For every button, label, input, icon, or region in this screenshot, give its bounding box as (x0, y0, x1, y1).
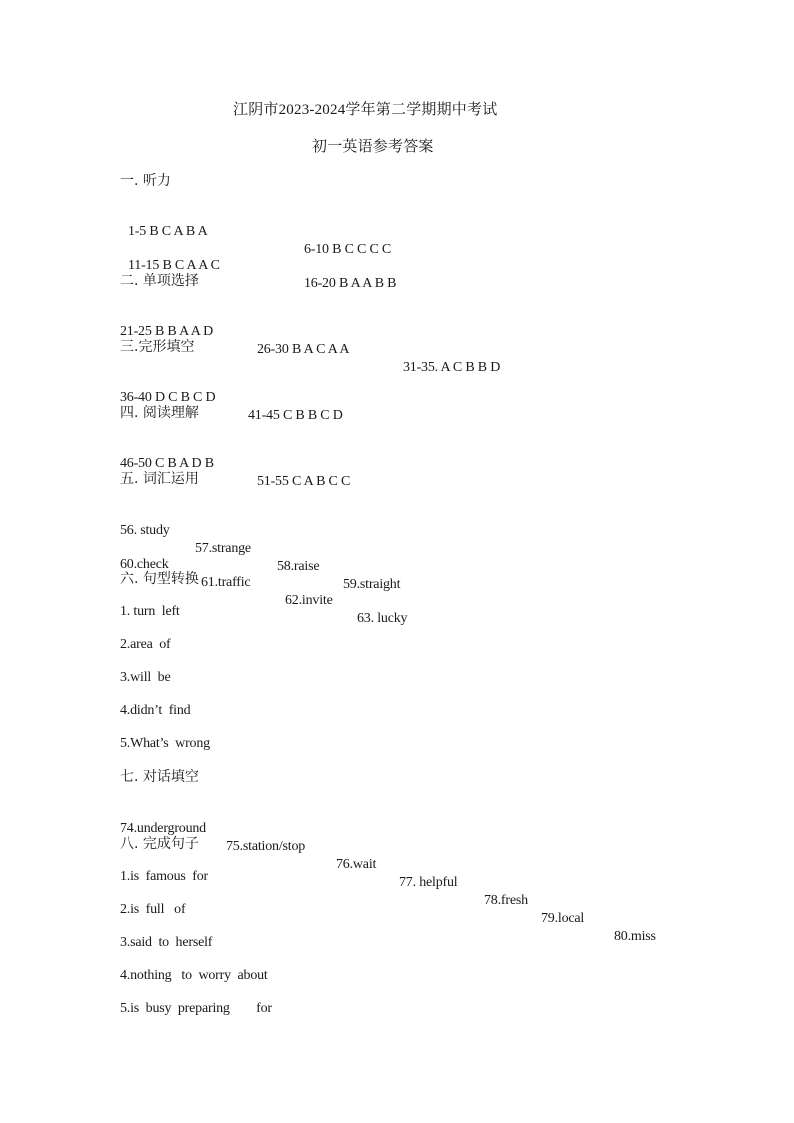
answer-group: 51-55 C A B C C (257, 474, 351, 489)
answer-item: 80.miss (614, 929, 656, 944)
answer-item: 61.traffic (201, 575, 251, 590)
answer-item: 56. study (120, 523, 170, 538)
answer-item: 2.area of (120, 637, 171, 652)
section-heading-dialogue: 七. 对话填空 (120, 769, 199, 785)
answer-item: 1. turn left (120, 604, 180, 619)
answer-group: 46-50 C B A D B (120, 456, 214, 471)
section-heading-vocabulary: 五. 词汇运用 (120, 471, 199, 487)
answer-group: 26-30 B A C A A (257, 342, 350, 357)
answer-item: 2.is full of (120, 902, 186, 917)
section-heading-complete-sentences: 八. 完成句子 (120, 836, 199, 852)
answer-group: 6-10 B C C C C (304, 242, 392, 257)
answer-item: 3.said to herself (120, 935, 213, 950)
answer-item: 74.underground (120, 821, 206, 836)
document-subtitle: 初一英语参考答案 (312, 139, 434, 155)
answer-item: 78.fresh (484, 893, 528, 908)
answer-group: 41-45 C B B C D (248, 408, 343, 423)
answer-item: 59.straight (343, 577, 401, 592)
answer-item: 75.station/stop (226, 839, 306, 854)
document-title: 江阴市2023-2024学年第二学期期中考试 (233, 102, 498, 118)
answer-item: 63. lucky (357, 611, 408, 626)
section-heading-listening: 一. 听力 (120, 173, 171, 189)
answer-item: 4.nothing to worry about (120, 968, 268, 983)
answer-item: 5.is busy preparing for (120, 1001, 272, 1016)
answer-item: 58.raise (277, 559, 320, 574)
answer-group: 21-25 B B A A D (120, 324, 214, 339)
answer-item: 5.What’s wrong (120, 736, 210, 751)
answer-item: 76.wait (336, 857, 377, 872)
answer-item: 60.check (120, 557, 169, 572)
section-heading-reading: 四. 阅读理解 (120, 405, 199, 421)
section-heading-sentence-transformation: 六. 句型转换 (120, 571, 199, 587)
answer-item: 4.didn’t find (120, 703, 191, 718)
answer-group: 16-20 B A A B B (304, 276, 397, 291)
answer-group: 36-40 D C B C D (120, 390, 216, 405)
answer-group: 1-5 B C A B A (128, 224, 208, 239)
section-heading-single-choice: 二. 单项选择 (120, 273, 199, 289)
answer-group: 11-15 B C A A C (128, 258, 220, 273)
answer-item: 3.will be (120, 670, 171, 685)
answer-item: 79.local (541, 911, 585, 926)
answer-item: 77. helpful (399, 875, 458, 890)
answer-group: 31-35. A C B B D (403, 360, 501, 375)
answer-item: 62.invite (285, 593, 333, 608)
answer-item: 57.strange (195, 541, 251, 556)
section-heading-cloze: 三.完形填空 (120, 339, 195, 355)
answer-item: 1.is famous for (120, 869, 208, 884)
